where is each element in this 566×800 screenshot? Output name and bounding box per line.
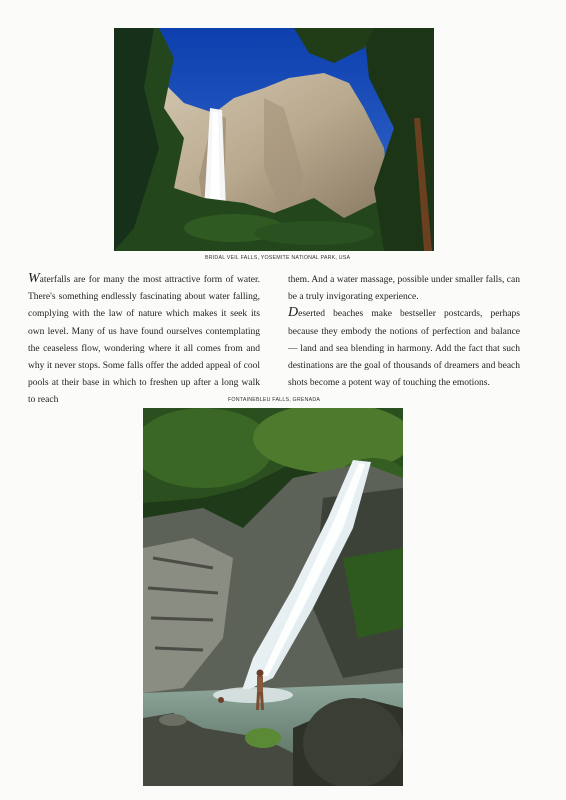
caption-top: BRIDAL VEIL FALLS, YOSEMITE NATIONAL PARK, USA (205, 255, 351, 261)
bridal-veil-falls-photo (114, 28, 434, 251)
text-column-right (288, 272, 520, 392)
paragraph-body: aterfalls are for many the most attractive form of water. There's something endlessly fascinating about water falling, complying with the law of nature which makes it seek its own level. Many of us have found ourselves contemplating the ceaseless flow, wondering where it all comes from and why it never stops. Some falls offer the added appeal of cool pools at their base in which to freshen up after a long walk to reach (28, 275, 260, 406)
text-column-left (28, 272, 260, 410)
fontainebleu-falls-photo (143, 408, 403, 786)
paragraph-waterfalls (28, 272, 260, 410)
caption-bottom: FONTAINEBLEU FALLS, GRENADA (228, 397, 321, 403)
paragraph-continuation: them. And a water massage, possible under smaller falls, can be a truly invigorating experience. (288, 275, 520, 303)
paragraph-beaches (288, 306, 520, 392)
initial-letter: D (288, 305, 299, 321)
initial-letter: W (28, 271, 40, 286)
paragraph-body: eserted beaches make bestseller postcards, perhaps because they embody the notions of perfection and balance — land and sea blending in harmony. Add the fact that such destinations are the goal of thousands of dreamers and beach shots become a potent way of touching the emotions. (288, 309, 520, 389)
